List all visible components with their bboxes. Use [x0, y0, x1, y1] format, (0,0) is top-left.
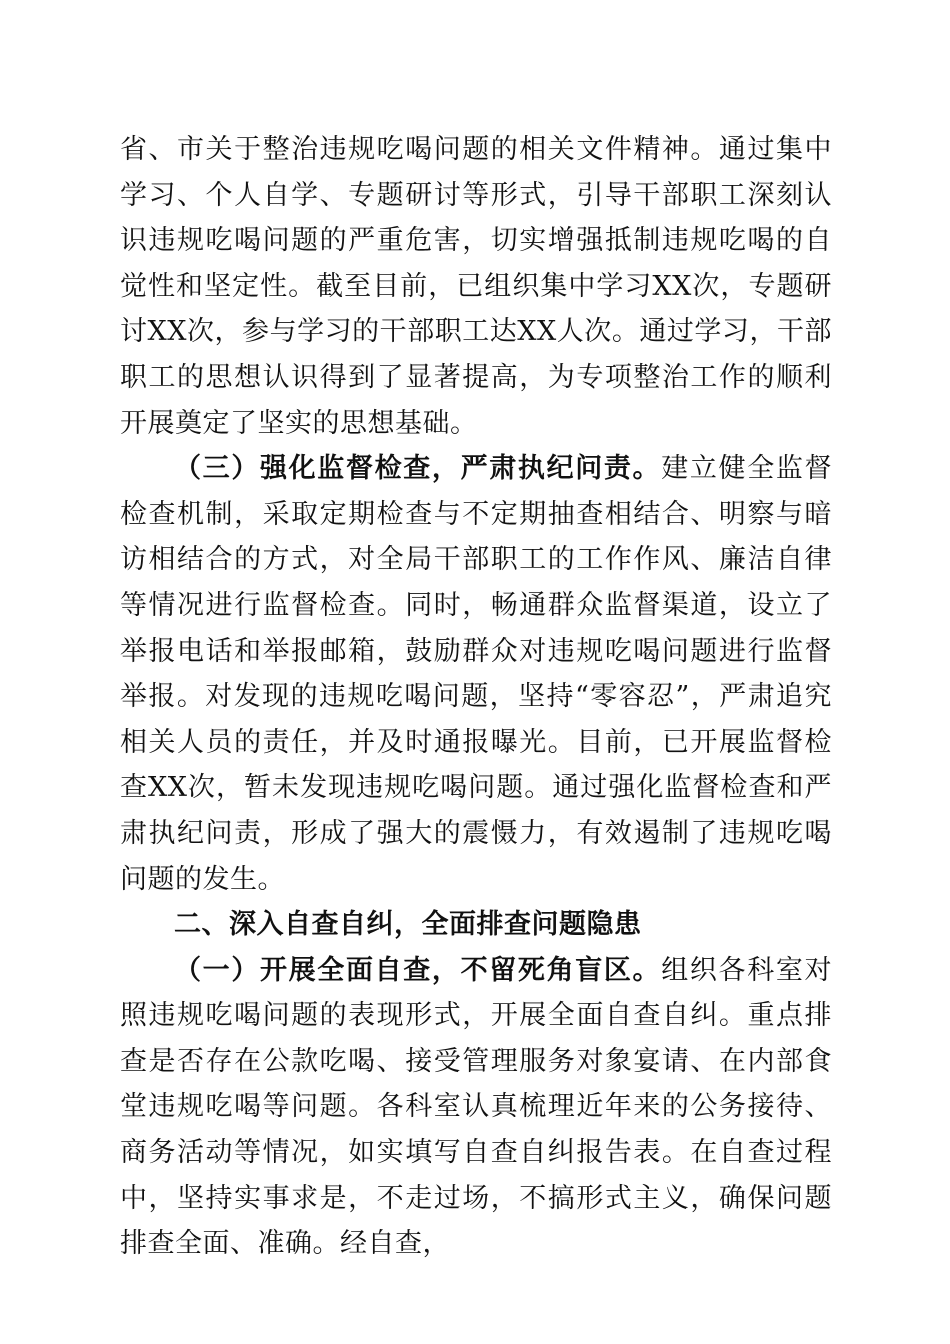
subsection-body-self-check: 组织各科室对照违规吃喝问题的表现形式，开展全面自查自纠。重点排查是否存在公款吃喝、接受管理服务对象宴请、在内部食堂违规吃喝等问题。各科室认真梳理近年来的公务接待、商务活动等情况，如实填写自查自纠报告表。在自查过程中，坚持实事求是，不走过场，不搞形式主义，确保问题排查全面、准确。经自查，: [120, 954, 833, 1260]
subsection-title-supervision: （三）强化监督检查，严肃执纪问责。: [174, 453, 662, 485]
paragraph-supervision: [120, 446, 832, 902]
section-heading-self-inspection: 二、深入自查自纠，全面排查问题隐患: [174, 909, 642, 941]
subsection-title-self-check: （一）开展全面自查，不留死角盲区。: [174, 954, 662, 986]
paragraph-study-continuation: 省、市关于整治违规吃喝问题的相关文件精神。通过集中学习、个人自学、专题研讨等形式，引导干部职工深刻认识违规吃喝问题的严重危害，切实增强抵制违规吃喝的自觉性和坚定性。截至目前，已组织集中学习XX次，专题研讨XX次，参与学习的干部职工达XX人次。通过学习，干部职工的思想认识得到了显著提高，为专项整治工作的顺利开展奠定了坚实的思想基础。: [120, 134, 832, 439]
document-body: [120, 127, 832, 1267]
paragraph-self-check: [120, 948, 832, 1267]
subsection-body-supervision: 建立健全监督检查机制，采取定期检查与不定期抽查相结合、明察与暗访相结合的方式，对全局干部职工的工作作风、廉洁自律等情况进行监督检查。同时，畅通群众监督渠道，设立了举报电话和举报邮箱，鼓励群众对违规吃喝问题进行监督举报。对发现的违规吃喝问题，坚持“零容忍”，严肃追究相关人员的责任，并及时通报曝光。目前，已开展监督检查XX次，暂未发现违规吃喝问题。通过强化监督检查和严肃执纪问责，形成了强大的震慑力，有效遏制了违规吃喝问题的发生。: [120, 453, 833, 895]
